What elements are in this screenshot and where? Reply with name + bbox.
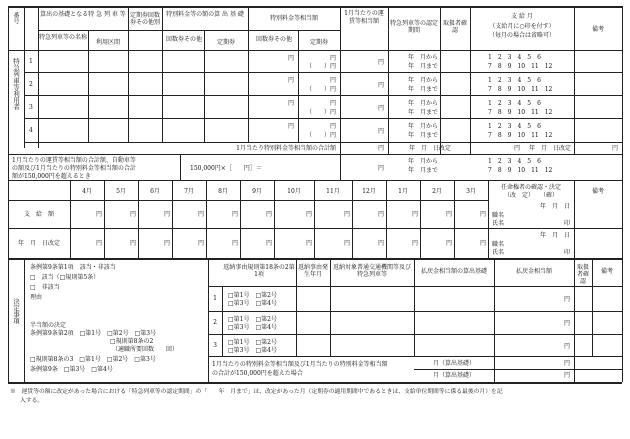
month-col-header: 4月 <box>82 188 92 195</box>
period-to: 年 月まで <box>407 86 438 93</box>
coupon-other-header: 回数券その他 <box>165 36 202 43</box>
authority-header: 任命権者の確認・決定 <box>500 184 561 191</box>
yen-unit: 円 <box>479 240 486 247</box>
yen-unit: 円 <box>343 211 350 218</box>
months-second-half: 7 8 9 10 11 12 <box>488 86 553 93</box>
commuter2-header: 定期券 <box>309 39 328 46</box>
yen-unit: 円 <box>563 360 570 367</box>
yen-unit: 円 <box>343 240 350 247</box>
revision-date: 年 月 日改定 <box>528 145 571 152</box>
required-count: （適職所要回数 回） <box>112 346 179 353</box>
yen-unit: 円 <box>305 240 312 247</box>
period-from: 年 月から <box>407 100 438 107</box>
months-first-half: 1 2 3 4 5 6 <box>488 158 541 165</box>
ticket-type-header: 定期券回数券その他別 <box>130 12 161 26</box>
return-item-option: □第3号 □第4号 <box>228 347 277 354</box>
monthly-fare-header: 1月当たりの運賃等相当額 <box>344 10 384 25</box>
pay-month-header: 支 給 月 <box>511 13 533 20</box>
refund-basis-header: 払戻金相当額の算出基礎 <box>420 268 487 275</box>
yen-unit: 円 <box>287 100 294 107</box>
yen-unit: 円 <box>329 55 336 62</box>
yen-unit: 円 <box>563 296 570 303</box>
period-to: 年 月まで <box>407 63 438 70</box>
yen-unit: 円 <box>265 240 272 247</box>
calc-month: 月（算出基礎） <box>432 372 475 379</box>
yen-unit: 円 <box>287 55 294 62</box>
yen-unit: 円 <box>129 240 136 247</box>
return-item-option: □第3号 □第4号 <box>228 300 277 307</box>
yen-unit: 円 <box>197 211 204 218</box>
yen-unit: 円 <box>377 240 384 247</box>
checker-header: 取扱者確認 <box>442 20 467 34</box>
yen-unit: 円 <box>95 240 102 247</box>
period-from: 年 月から <box>407 77 438 84</box>
article-applicability: 条例第9条第1項 該当・非該当 <box>30 264 116 271</box>
rule-option: □規則第8条の2 <box>110 338 154 345</box>
yen-unit: 円 <box>377 211 384 218</box>
period-from: 年 月から <box>407 158 438 165</box>
month-col-header: 9月 <box>252 188 262 195</box>
total-yen2: 円 <box>513 145 520 152</box>
month-col-header: 11月 <box>326 188 340 195</box>
bottom-excess-note: の合計が150,000円を超えた場合 <box>212 370 303 377</box>
paren-yen: （ ）円 <box>305 86 336 93</box>
yen-unit: 円 <box>197 240 204 247</box>
month-col-header: 2月 <box>432 188 442 195</box>
return-item-option: □第1号 □第2号 <box>228 292 277 299</box>
yen-unit: 円 <box>411 240 418 247</box>
months-first-half: 1 2 3 4 5 6 <box>488 54 541 61</box>
post-label: 職名 <box>492 241 505 248</box>
yen-unit: 円 <box>377 165 384 172</box>
calc-month: 月（算出基礎） <box>432 360 475 367</box>
yen-unit: 円 <box>445 211 452 218</box>
excess-note: の額及び1月当たりの特別料金等相当額の合計 <box>12 165 136 172</box>
checker-header: 取扱者確認 <box>576 264 589 285</box>
total-yen2: 円 <box>611 145 618 152</box>
month-col-header: 5月 <box>116 188 126 195</box>
yen-unit: 円 <box>377 59 384 66</box>
pay-month-note1: （支給月に○印を付す） <box>489 23 555 30</box>
section-header: 利用区間 <box>95 39 120 46</box>
yen-unit: 円 <box>163 240 170 247</box>
seal-mark: 印 <box>563 249 570 256</box>
yen-unit: 円 <box>95 211 102 218</box>
half-amount-items: 条例第9条第2項 □第1号 □第2号 □第3号 <box>30 330 157 337</box>
name-label: 氏名 <box>492 249 505 256</box>
excess-formula: 150,000円×［ 円］＝ <box>190 165 262 172</box>
months-second-half: 7 8 9 10 11 12 <box>488 63 553 70</box>
yen-unit: 円 <box>445 240 452 247</box>
paren-yen: （ ）円 <box>305 63 336 70</box>
remarks-header: 備考 <box>600 268 613 275</box>
excess-note: 1月当たりの運賃等相当額の合計額、自動車等 <box>12 157 136 164</box>
yen-unit: 円 <box>329 100 336 107</box>
return-item-option: □第1号 □第2号 <box>228 339 277 346</box>
row-number: 2 <box>213 319 217 326</box>
total-yen: 円 <box>377 145 384 152</box>
row-number: 1 <box>213 295 217 302</box>
month-col-header: 6月 <box>150 188 160 195</box>
confirm-date: 年 月 日 <box>539 232 570 239</box>
bottom-excess-note: 1月当たりの特別料金等相当額及び1月当たりの特別料金等相当額 <box>212 361 388 368</box>
row-number: 3 <box>213 342 217 349</box>
refund-header: 払戻金相当額 <box>515 268 552 275</box>
remarks-header: 備考 <box>591 188 604 195</box>
row-number: 1 <box>29 58 33 65</box>
train-name-header: 特急列車等の名称 <box>38 34 87 41</box>
yen-unit: 円 <box>231 240 238 247</box>
express-user-label: 特急列車等利用者 <box>12 58 20 110</box>
yen-unit: 円 <box>129 211 136 218</box>
month-col-header: 3月 <box>466 188 476 195</box>
period-from: 年 月から <box>407 54 438 61</box>
months-first-half: 1 2 3 4 5 6 <box>488 123 541 130</box>
yen-unit: 円 <box>563 343 570 350</box>
period-to: 年 月まで <box>407 167 438 174</box>
yen-unit: 円 <box>377 128 384 135</box>
decision-items-label: 決定事項 <box>12 298 20 324</box>
month-col-header: 1月 <box>398 188 408 195</box>
yen-unit: 円 <box>563 372 570 379</box>
row-number-header: 番号 <box>12 12 19 24</box>
yen-unit: 円 <box>265 211 272 218</box>
commuter-header: 定期券 <box>216 39 235 46</box>
yen-unit: 円 <box>377 82 384 89</box>
fee-basis-header: 特別料金等の額の算 出 基 礎 <box>166 11 244 18</box>
yen-unit: 円 <box>287 77 294 84</box>
yen-unit: 円 <box>305 211 312 218</box>
seal-mark: 印 <box>563 220 570 227</box>
yen-unit: 円 <box>163 211 170 218</box>
yen-unit: 円 <box>287 123 294 130</box>
months-first-half: 1 2 3 4 5 6 <box>488 77 541 84</box>
excess-note: 額が150,000円を超えるとき <box>12 173 91 180</box>
not-applicable-option: □ 非該当 <box>30 284 60 291</box>
applicable-option: □ 該当（□規則第5条） <box>30 274 100 281</box>
article-items: 条例第9条 □第3号 □第4号 <box>30 366 113 373</box>
return-target-header: 返納対象普通交通機関等及び特急列車等 <box>332 264 411 278</box>
row-number: 4 <box>29 127 33 134</box>
footnote: ※ 運賃等の額に改定があった場合における「特急列車等の認定期間」の「 年 月まで」は、改定があった月（定期券の適用期間中であるときは、支給単位期間等に係る最後の月）を記 <box>10 389 503 395</box>
half-amount-label: 半当額の決定 <box>30 322 67 329</box>
footnote: 入する。 <box>20 398 44 404</box>
fee-equiv-header: 特別料金等相当額 <box>269 15 318 22</box>
yen-unit: 円 <box>411 211 418 218</box>
months-second-half: 7 8 9 10 11 12 <box>488 167 553 174</box>
yen-unit: 円 <box>479 211 486 218</box>
period-to: 年 月まで <box>407 109 438 116</box>
remarks-header: 備考 <box>591 26 604 33</box>
months-first-half: 1 2 3 4 5 6 <box>488 100 541 107</box>
reason-label: 理由 <box>30 294 43 301</box>
post-label: 職名 <box>492 212 505 219</box>
paren-yen: （ ）円 <box>305 132 336 139</box>
return-item-option: □第1号 □第2号 <box>228 316 277 323</box>
pay-month-note2: （毎月の場合は省略可） <box>488 32 555 39</box>
monthly-total-label: 1月当たり特別料金等相当額の合計額 <box>236 145 336 152</box>
calc-basis-header: 算出の基礎となる特 急 列 車 等 <box>40 11 126 18</box>
revision-row-label: 年 月 日改定 <box>17 240 60 247</box>
revision-date: 年 月 日改定 <box>408 145 451 152</box>
return-item-option: □第3号 □第4号 <box>228 324 277 331</box>
month-col-header: 12月 <box>362 188 376 195</box>
authority-subheader: （改 定） （確） <box>503 192 558 199</box>
yen-unit: 円 <box>563 320 570 327</box>
months-second-half: 7 8 9 10 11 12 <box>488 109 553 116</box>
confirm-date: 年 月 日 <box>539 203 570 210</box>
month-col-header: 8月 <box>218 188 228 195</box>
occur-date-header: 返納事由発生年月 <box>298 264 329 278</box>
month-col-header: 10月 <box>287 188 301 195</box>
return-reason-header: 返納事由規則第18条の2第1項 <box>223 264 295 278</box>
cert-period-header: 特急列車等の認定期間 <box>390 20 439 34</box>
yen-unit: 円 <box>377 105 384 112</box>
rule-options: □規則第8条の3 □第1号 □第2号 □第3号 <box>30 356 156 363</box>
payment-row-label: 支 給 額 <box>23 211 54 218</box>
paren-yen: （ ）円 <box>305 109 336 116</box>
row-number: 2 <box>29 81 33 88</box>
period-from: 年 月から <box>407 123 438 130</box>
period-to: 年 月まで <box>407 132 438 139</box>
months-second-half: 7 8 9 10 11 12 <box>488 132 553 139</box>
name-label: 氏名 <box>492 220 505 227</box>
yen-unit: 円 <box>329 123 336 130</box>
month-col-header: 7月 <box>184 188 194 195</box>
yen-unit: 円 <box>231 211 238 218</box>
yen-unit: 円 <box>329 77 336 84</box>
row-number: 3 <box>29 104 33 111</box>
coupon-other2-header: 回数券その他 <box>255 36 292 43</box>
